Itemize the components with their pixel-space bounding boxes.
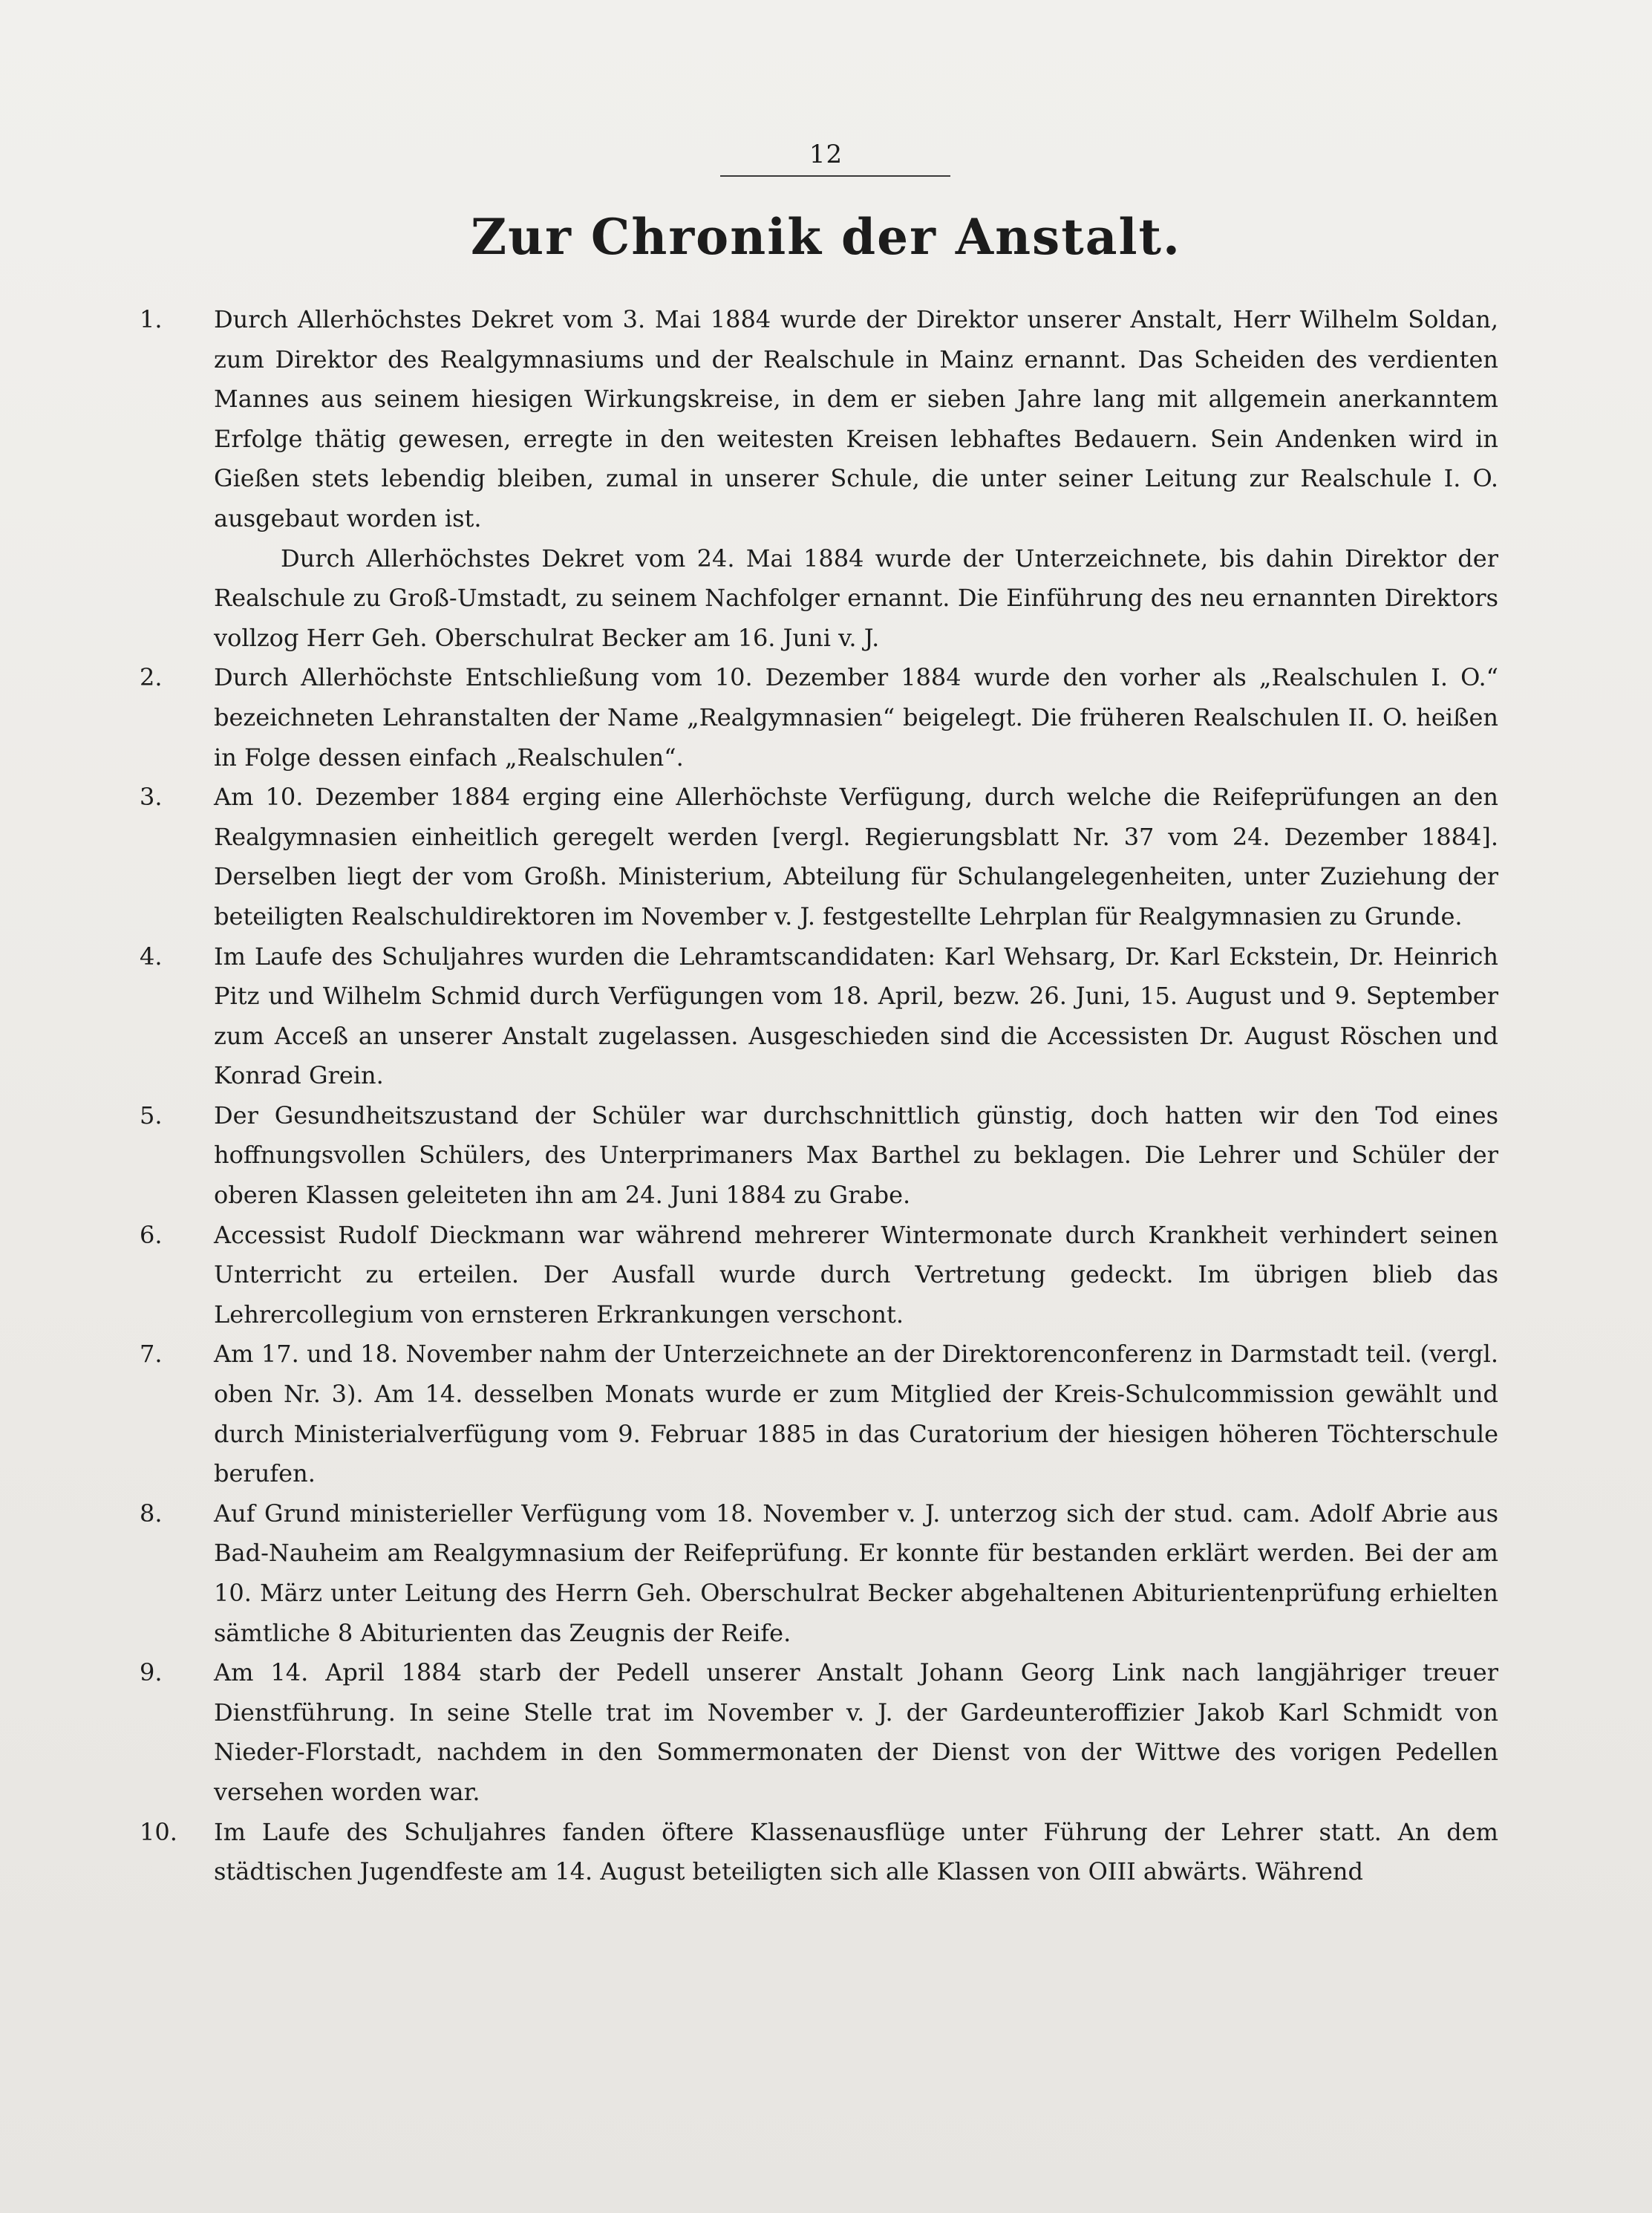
chronicle-item-1 bbox=[140, 300, 1498, 658]
item-paragraph: Am 14. April 1884 starb der Pedell unserer Anstalt Johann Georg Link nach langjähriger treuer Dienstführung. In seine Stelle trat im November v. J. der Gardeunteroffizier Jakob Karl Schmidt von Nieder-Florstadt, nachdem in den Sommermonaten der Dienst von der Wittwe des vorigen Pedellen versehen worden war. bbox=[214, 1658, 1498, 1806]
chronicle-item-7 bbox=[140, 1334, 1498, 1493]
item-paragraph: Der Gesundheitszustand der Schüler war durchschnittlich günstig, doch hatten wir den Tod eines hoffnungsvollen Schülers, des Unterprimaners Max Barthel zu beklagen. Die Lehrer und Schüler der oberen Klassen geleiteten ihn am 24. Juni 1884 zu Grabe. bbox=[214, 1101, 1498, 1210]
chronicle-item-6 bbox=[140, 1216, 1498, 1335]
item-number: 10. bbox=[140, 1817, 177, 1846]
item-number: 2. bbox=[140, 663, 163, 692]
item-number: 1. bbox=[140, 305, 163, 333]
item-number: 3. bbox=[140, 783, 163, 812]
chronicle-item-8 bbox=[140, 1494, 1498, 1653]
item-number: 5. bbox=[140, 1101, 163, 1130]
item-paragraph: Durch Allerhöchste Entschließung vom 10. Dezember 1884 wurde den vorher als „Realschulen I. O.“ bezeichneten Lehranstalten der Name „Realgymnasien“ beigelegt. Die früheren Realschulen II. O. heißen in Folge dessen einfach „Realschulen“. bbox=[214, 663, 1498, 772]
chronicle-item-10 bbox=[140, 1813, 1498, 1892]
item-paragraph: Durch Allerhöchstes Dekret vom 24. Mai 1884 wurde der Unterzeichnete, bis dahin Direktor der Realschule zu Groß-Umstadt, zu seinem Nachfolger ernannt. Die Einführung des neu ernannten Direktors vollzog Herr Geh. Oberschulrat Becker am 16. Juni v. J. bbox=[214, 544, 1498, 652]
item-paragraph: Am 17. und 18. November nahm der Unterzeichnete an der Direktorenconferenz in Darmstadt teil. (vergl. oben Nr. 3). Am 14. desselben Monats wurde er zum Mitglied der Kreis-Schulcommission gewählt und durch Ministerialverfügung vom 9. Februar 1885 in das Curatorium der hiesigen höheren Töchterschule berufen. bbox=[214, 1340, 1498, 1488]
chronicle-item-4 bbox=[140, 937, 1498, 1096]
item-number: 7. bbox=[140, 1340, 163, 1369]
item-paragraph: Im Laufe des Schuljahres fanden öftere Klassenausflüge unter Führung der Lehrer statt. An dem städtischen Jugendfeste am 14. August beteiligten sich alle Klassen von OIII abwärts. Während bbox=[214, 1817, 1498, 1886]
chronicle-item-9 bbox=[140, 1653, 1498, 1812]
page-number-rule bbox=[720, 175, 950, 177]
chronicle-list bbox=[140, 300, 1498, 1892]
item-number: 4. bbox=[140, 942, 163, 971]
chronicle-item-3 bbox=[140, 778, 1498, 936]
item-paragraph: Im Laufe des Schuljahres wurden die Lehramtscandidaten: Karl Wehsarg, Dr. Karl Eckstein, Dr. Heinrich Pitz und Wilhelm Schmid durch Verfügungen vom 18. April, bezw. 26. Juni, 15. August und 9. September zum Acceß an unserer Anstalt zugelassen. Ausgeschieden sind die Accessisten Dr. August Röschen und Konrad Grein. bbox=[214, 942, 1498, 1090]
item-number: 9. bbox=[140, 1658, 163, 1687]
page-title: Zur Chronik der Anstalt. bbox=[470, 208, 1181, 266]
item-number: 6. bbox=[140, 1220, 163, 1249]
item-paragraph: Accessist Rudolf Dieckmann war während mehrerer Wintermonate durch Krankheit verhindert seinen Unterricht zu erteilen. Der Ausfall wurde durch Vertretung gedeckt. Im übrigen blieb das Lehrercollegium von ernsteren Erkrankungen verschont. bbox=[214, 1220, 1498, 1329]
item-paragraph: Auf Grund ministerieller Verfügung vom 18. November v. J. unterzog sich der stud. cam. Adolf Abrie aus Bad-Nauheim am Realgymnasium der Reifeprüfung. Er konnte für bestanden erklärt werden. Bei der am 10. März unter Leitung des Herrn Geh. Oberschulrat Becker abgehaltenen Abiturientenprüfung erhielten sämtliche 8 Abiturienten das Zeugnis der Reife. bbox=[214, 1499, 1498, 1647]
chronicle-item-5 bbox=[140, 1096, 1498, 1216]
item-paragraph: Durch Allerhöchstes Dekret vom 3. Mai 1884 wurde der Direktor unserer Anstalt, Herr Wilhelm Soldan, zum Direktor des Realgymnasiums und der Realschule in Mainz ernannt. Das Scheiden des verdienten Mannes aus seinem hiesigen Wirkungskreise, in dem er sieben Jahre lang mit allgemein anerkanntem Erfolge thätig gewesen, erregte in den weitesten Kreisen lebhaftes Bedauern. Sein Andenken wird in Gießen stets lebendig bleiben, zumal in unserer Schule, die unter seiner Leitung zur Realschule I. O. ausgebaut worden ist. bbox=[214, 305, 1498, 532]
item-paragraph: Am 10. Dezember 1884 erging eine Allerhöchste Verfügung, durch welche die Reifeprüfungen an den Realgymnasien einheitlich geregelt werden [vergl. Regierungsblatt Nr. 37 vom 24. Dezember 1884]. Derselben liegt der vom Großh. Ministerium, Abteilung für Schulangelegenheiten, unter Zuziehung der beteiligten Realschuldirektoren im November v. J. festgestellte Lehrplan für Realgymnasien zu Grunde. bbox=[214, 783, 1498, 930]
item-number: 8. bbox=[140, 1499, 163, 1528]
chronicle-item-2 bbox=[140, 658, 1498, 778]
page-number: 12 bbox=[809, 140, 843, 169]
